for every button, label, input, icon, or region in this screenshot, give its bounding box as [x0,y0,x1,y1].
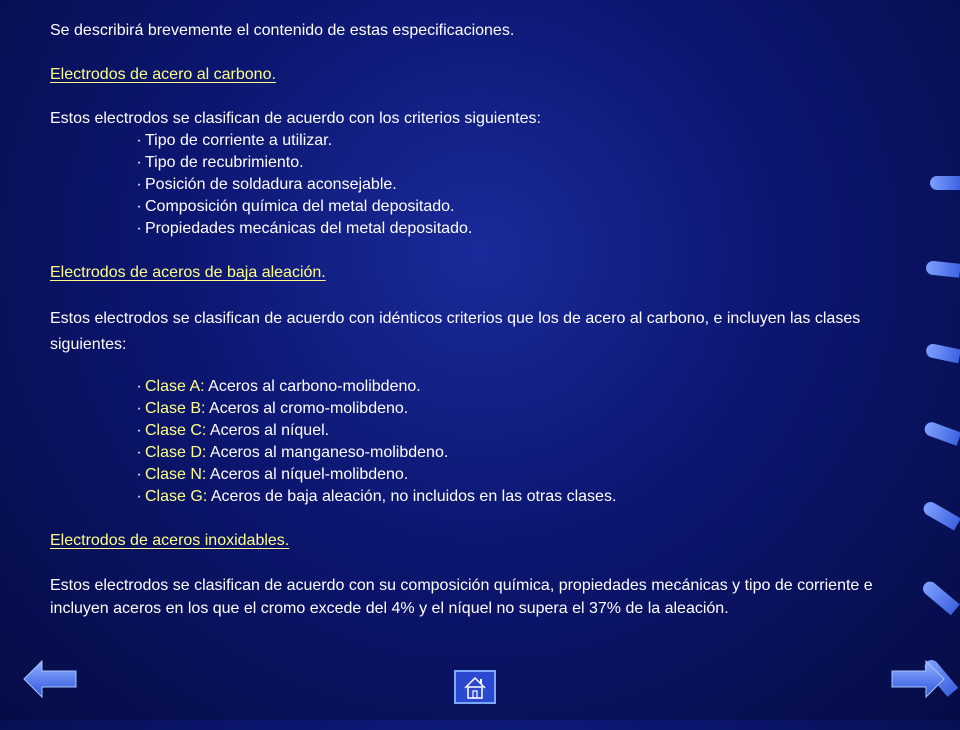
bullet-icon: · [136,400,142,417]
stripe-decoration [920,579,960,615]
list-item: · Clase D: Aceros al manganeso-molibdeno. [50,442,920,464]
home-icon [456,672,494,702]
carbon-steel-text: Estos electrodos se clasifican de acuerdo con los criterios siguientes: [50,110,541,127]
prev-button[interactable] [22,659,78,704]
list-item: · Propiedades mecánicas del metal depositado. [50,218,920,240]
list-item: · Posición de soldadura aconsejable. [50,174,920,196]
low-alloy-text: Estos electrodos se clasifican de acuerdo con idénticos criterios que los de acero al carbono, e incluyen las clases siguientes: [50,310,861,353]
heading-carbon-steel[interactable]: Electrodos de acero al carbono. [50,66,276,83]
bullet-icon: · [136,488,142,505]
bullet-icon: · [136,176,142,193]
list-item: · Clase G: Aceros de baja aleación, no incluidos en las otras clases. [50,486,920,508]
stripe-decoration [925,260,960,277]
stripe-decoration [930,176,960,190]
document-body [50,20,920,620]
bullet-icon: · [136,220,142,237]
stainless-text: Estos electrodos se clasifican de acuerdo con su composición química, propiedades mecánicas y tipo de corriente e incluyen aceros en los que el cromo excede del 4% y el níquel no supera el 37% de la aleación. [50,577,873,617]
list-item: · Clase N: Aceros al níquel-molibdeno. [50,464,920,486]
list-item: · Clase C: Aceros al níquel. [50,420,920,442]
heading-stainless[interactable]: Electrodos de aceros inoxidables. [50,532,290,549]
left-arrow-icon [22,659,78,699]
section-carbon-steel [50,64,920,86]
list-item: · Clase A: Aceros al carbono-molibdeno. [50,376,920,398]
intro-text: Se describirá brevemente el contenido de estas especificaciones. [50,22,515,39]
stripe-decoration [923,420,960,445]
bullet-icon: · [136,154,142,171]
home-button[interactable] [454,670,496,704]
bullet-icon: · [136,466,142,483]
bullet-icon: · [136,198,142,215]
bullet-icon: · [136,132,142,149]
carbon-steel-criteria-list [50,130,920,240]
list-item: · Tipo de corriente a utilizar. [50,130,920,152]
list-item: · Clase B: Aceros al cromo-molibdeno. [50,398,920,420]
bullet-icon: · [136,422,142,439]
list-item: · Tipo de recubrimiento. [50,152,920,174]
section-low-alloy [50,262,920,284]
stripe-decoration [925,343,960,364]
right-arrow-icon [890,659,946,699]
bullet-icon: · [136,378,142,395]
decorative-stripes [920,170,960,730]
stripe-decoration [921,499,960,530]
next-button[interactable] [890,659,946,704]
heading-low-alloy[interactable]: Electrodos de aceros de baja aleación. [50,264,326,281]
list-item: · Composición química del metal depositado. [50,196,920,218]
low-alloy-class-list [50,376,920,508]
bullet-icon: · [136,444,142,461]
section-stainless [50,530,920,552]
